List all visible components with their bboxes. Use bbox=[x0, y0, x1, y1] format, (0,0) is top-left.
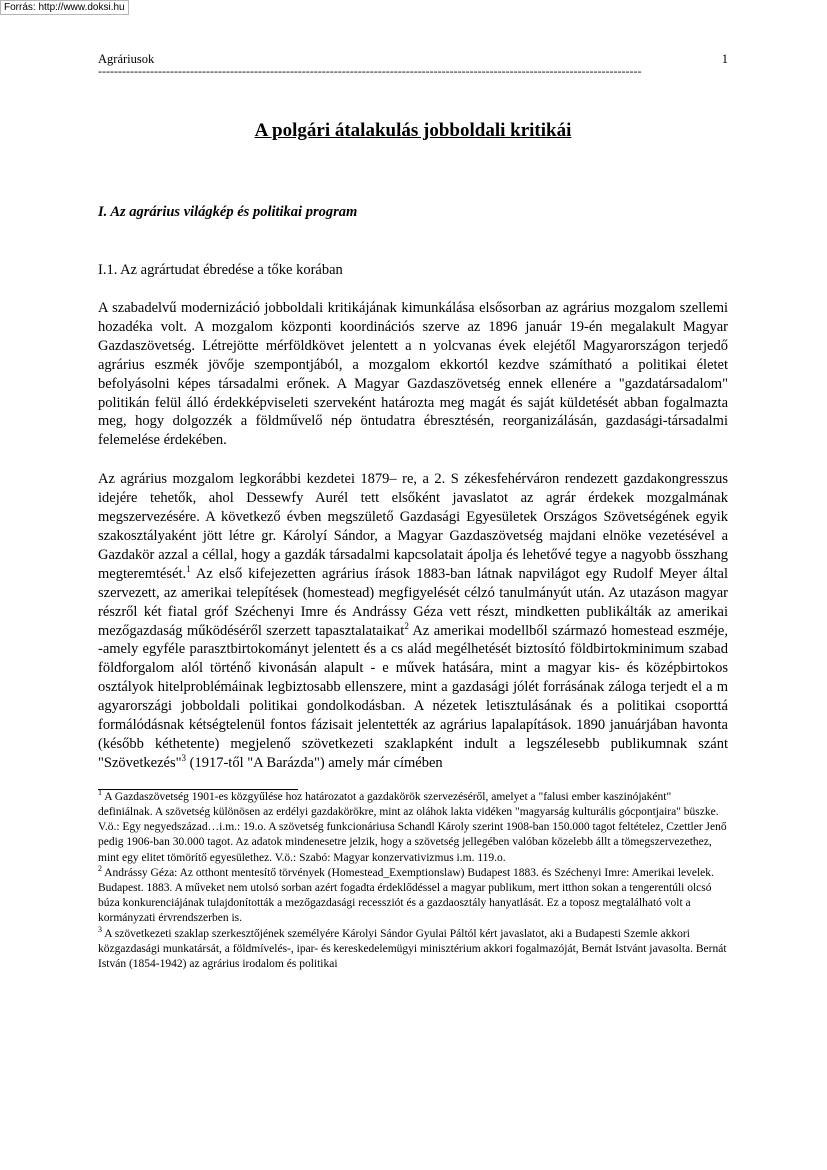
footnote-text: Andrássy Géza: Az otthont mentesítő törvények (Homestead_Exemptionslaw) Budapest 1883. és Széchenyi Imre: Amerikai levelek. Budapest. 1883. A műveket nem utolsó sorban azért fogadta érdeklődéssel a magyar publikum, mert itthon sokan a tengerentúli olcsó búza konkurenciájának tulajdonították a mezőgazdasági recessziót és a gazdaosztály hanyatlását. Ez a toposz megtalálható volt a kormányzati érvrendszerben is. bbox=[98, 866, 714, 925]
page bbox=[98, 52, 728, 972]
footnote-text: A szövetkezeti szaklap szerkesztőjének személyére Károlyi Sándor Gyulai Páltól kért javaslatot, aki a Budapesti Szemle akkori közgazdasági munkatársát, a földmívelés-, ipar- és kereskedelemügyi minisztérium akkori fogalmazóját, Bernát Istvánt javasolta. Bernát István (1854-1942) az agrárius irodalom és politikai bbox=[98, 927, 727, 970]
footnote-number: 2 bbox=[98, 863, 102, 873]
footnote-number: 1 bbox=[98, 787, 102, 797]
paragraph-2-part-4: (1917-től "A Barázda") amely már címében bbox=[186, 754, 443, 771]
footnote bbox=[98, 787, 728, 866]
footnote-number: 3 bbox=[98, 924, 102, 934]
paragraph-1: A szabadelvű modernizáció jobboldali kritikájának kimunkálása elsősorban az agrárius mozgalom szellemi hozadéka volt. A mozgalom központi koordinációs szerve az 1896 január 19-én megalakult Magyar Gazdaszövetség. Létrejötte mérföldkövet jelentett a n yolcvanas évek elejétől Magyarországon terjedő agrárius eszmék jövője szempontjából, a mozgalom ekkortól kezdve számítható a politikai életet befolyásolni képes társadalmi erőnek. A Magyar Gazdaszövetség ennek ellenére a "gazdatársadalom" politikán felül álló érdekképviseleti szerveként határozta meg magát és saját küldetését abban fogalmazta meg, hogy dolgozzék a földművelő nép öntudatra ébresztésén, reorganizálásán, gazdasági-társadalmi felemelése érdekében. bbox=[98, 300, 728, 449]
running-header bbox=[98, 52, 728, 66]
paragraph-2-part-1: Az agrárius mozgalom legkorábbi kezdetei 1879– re, a 2. S zékesfehérváron rendezett gazdakongresszus idejére tehetők, ahol Dessewfy Aurél tett elsőként javaslatot az agrár érdekek mozgalmának megszervezésére. A következő évben megszülető Gazdasági Egyesületek Országos Szövetségének egyik szakosztályaként jött létre gr. Károlyí Sándor, a Magyar Gazdaszövetség majdani elnöke vezetésével a Gazdakör azzal a céllal, hogy a gazdák társadalmi kapcsolatait ápolja és lehetővé tegye a nagyobb összhang megteremtését. bbox=[98, 471, 728, 582]
subsection-heading: I.1. Az agrártudat ébredése a tőke korában bbox=[98, 262, 343, 278]
footnote bbox=[98, 863, 728, 927]
footnote-ref-2[interactable]: 2 bbox=[404, 620, 409, 631]
footnote-ref-1[interactable]: 1 bbox=[186, 563, 191, 574]
section-heading: I. Az agrárius világkép és politikai program bbox=[98, 204, 358, 220]
footnote bbox=[98, 924, 728, 973]
header-title: Agráriusok bbox=[98, 52, 155, 66]
footnote-text: A Gazdaszövetség 1901-es közgyűlése hoz határozatot a gazdakörök szervezéséről, amelyet a "falusi ember kaszinójaként" definiálnak. A szövetség különösen az erdélyi gazdakörökre, mint az oláhok lakta vidéken "magyarság kulturális gócpontjaira" büszke. V.ö.: Egy negyedszázad…i.m.: 19.o. A szövetség funkcionáriusa Schandl Károly szerint 1908-ban 150.000 tagot feltételez, Czettler Jenő pedig 1906-ban 30.000 tagot. Az adatok mindenesetre jelzik, hogy a szövetség jellegében valóban közelebb állt a tömegszervezethez, mint egy elitet tömörítő egyesülethez. V.ö.: Szabó: Magyar konzervativizmus i.m. 119.o. bbox=[98, 790, 727, 864]
footnote-ref-3[interactable]: 3 bbox=[181, 753, 187, 764]
header-rule: ---------------------------------------------------------------------------------------------------------------------------------------- bbox=[98, 66, 642, 78]
paragraph-2-part-3: Az amerikai modellből származó homestead eszméje, -amely egyféle parasztbirtokományt jelentett és a cs alád megélhetését biztosító földbirtokminimum szabad földforgalom alól történő kivonásán alapult - e művek hatására, mint a magyar kis- és középbirtokos osztályok hitelproblémáinak legbiztosabb ellenszere, mint a gazdasági jólét forrásának záloga terjedt el a m agyarországi jobboldali politikai gondolkodásban. A nézetek letisztulásának és a politikai csoporttá formálódásnak kétségtelenül fontos fázisait jelentették az agrárius lapalapítások. 1890 januárjában havonta (később kéthetente) megjelenő szövetkezeti szaklapként indult a legszélesebb publikumnak szánt "Szövetkezés" bbox=[98, 622, 728, 771]
document-title: A polgári átalakulás jobboldali kritikái bbox=[254, 120, 572, 141]
paragraph-2-part-2: Az első kifejezetten agrárius írások 1883-ban látnak napvilágot egy Rudolf Meyer által szervezett, az amerikai telepítések (homestead) megfigyelését célzó tanulmányút után. Az utazáson magyar részről két fiatal gróf Széchenyi Imre és Andrássy Géza vett részt, mindketten publikálták az amerikai mezőgazdaság működéséről szerzett tapasztalataikat bbox=[98, 565, 728, 639]
paragraph-2 bbox=[98, 470, 728, 773]
source-label: Forrás: http://www.doksi.hu bbox=[0, 0, 129, 15]
page-number: 1 bbox=[721, 52, 728, 66]
